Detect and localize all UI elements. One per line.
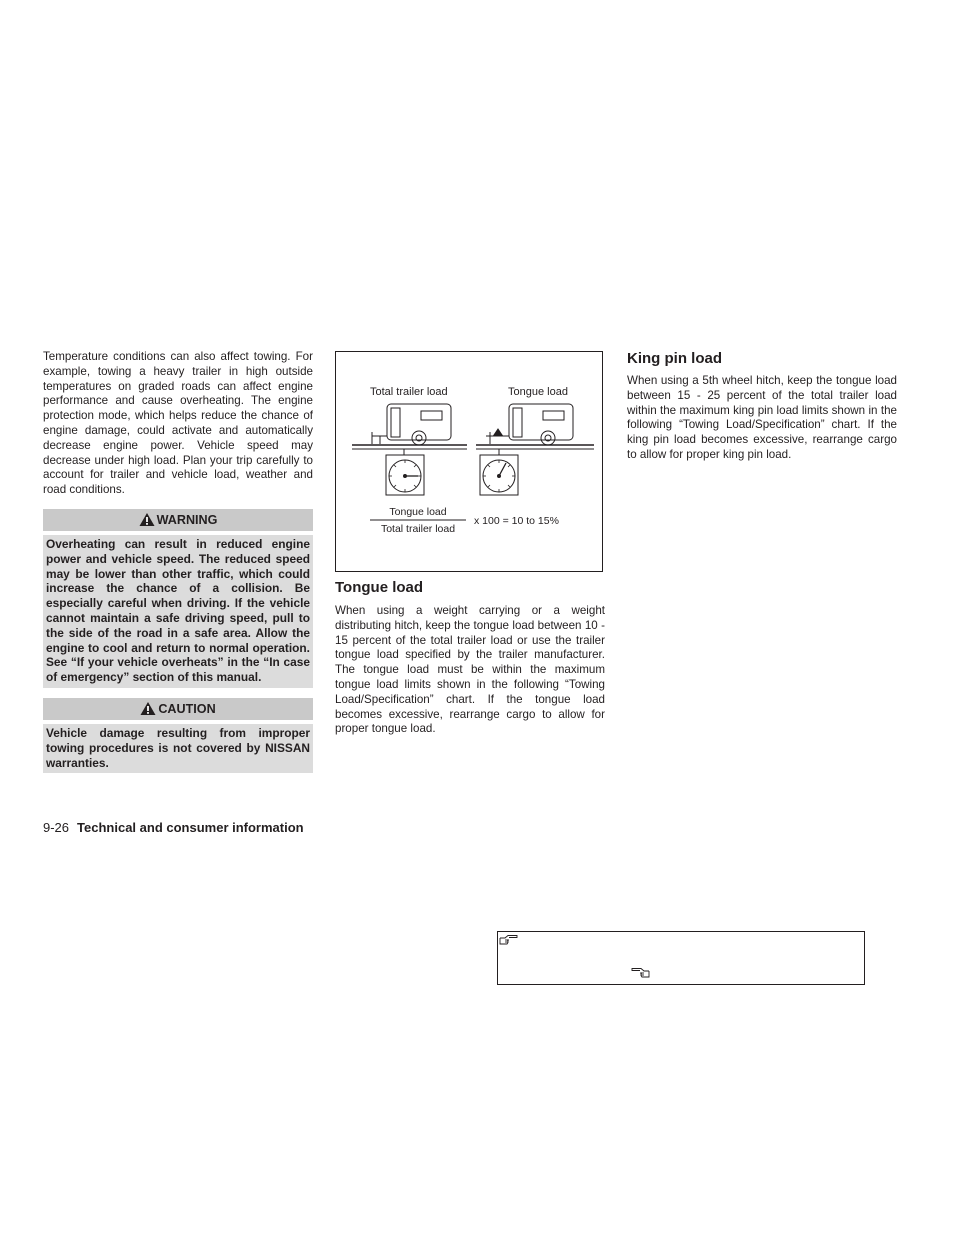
- warning-box: [43, 509, 313, 688]
- right-column: [627, 350, 897, 463]
- caution-header: [43, 698, 313, 720]
- fraction-numerator: Tongue load: [389, 506, 447, 518]
- warning-header: [43, 509, 313, 531]
- middle-column: [335, 579, 605, 737]
- warning-text: Overheating can result in reduced engine power and vehicle speed. The reduced speed may be lower than other traffic, which could increase the chance of a collision. Be especially careful when driving. If the vehicle cannot maintain a safe driving speed, pull to the side of the road in a safe area. Allow the engine to cool and return to normal operation. See “If your vehicle overheats” in the “In case of emergency” section of this manual.: [43, 535, 313, 688]
- pointing-hand-right-icon: [499, 934, 519, 946]
- pointing-hand-left-icon: [630, 967, 650, 979]
- right-trailer-icon: [476, 404, 594, 455]
- intro-paragraph: Temperature conditions can also affect towing. For example, towing a heavy trailer in high outside temperatures on graded roads can affect engine performance and cause overheating. The engine protection mode, which helps reduce the chance of engine damage, could activate and automatically decrease engine power. Vehicle speed may decrease under high load. Plan your trip carefully to account for trailer and vehicle load, weather and road conditions.: [43, 350, 313, 497]
- tongue-load-heading: Tongue load: [335, 579, 424, 596]
- left-column: [43, 350, 313, 773]
- tongue-load-diagram: [336, 352, 602, 571]
- note-box: [497, 931, 865, 985]
- right-scale-icon: [480, 455, 518, 495]
- page-number: 9-26: [43, 820, 70, 835]
- left-scale-icon: [386, 455, 424, 495]
- warning-triangle-icon: [139, 512, 155, 527]
- caution-text: Vehicle damage resulting from improper towing procedures is not covered by NISSAN warranties.: [43, 724, 313, 773]
- label-tongue-load: Tongue load: [508, 386, 568, 398]
- caution-label: CAUTION: [158, 701, 216, 716]
- section-title: Technical and consumer information: [77, 820, 304, 835]
- caution-box: [43, 698, 313, 773]
- label-total-trailer-load: Total trailer load: [370, 386, 448, 398]
- king-pin-load-paragraph: When using a 5th wheel hitch, keep the tongue load between 15 - 25 percent of the total trailer load within the maximum king pin load limits shown in the following “Towing Load/Specification” chart. If the king pin load becomes excessive, rearrange cargo to allow for proper king pin load.: [627, 374, 897, 461]
- warning-label: WARNING: [156, 512, 218, 527]
- tongue-load-figure: [335, 351, 603, 572]
- page-footer: [43, 820, 304, 835]
- king-pin-load-heading: King pin load: [627, 350, 722, 367]
- formula-text: x 100 = 10 to 15%: [474, 515, 559, 527]
- left-trailer-icon: [352, 404, 467, 455]
- fraction-denominator: Total trailer load: [380, 523, 456, 535]
- warning-triangle-icon: [140, 701, 156, 716]
- tongue-load-paragraph: When using a weight carrying or a weight distributing hitch, keep the tongue load between 10 - 15 percent of the total trailer load or use the trailer tongue load specified by the trailer manufacturer. The tongue load must be within the maximum tongue load limits shown in the following “Towing Load/Specification” chart. If the tongue load becomes excessive, rearrange cargo to allow for proper tongue load.: [335, 604, 605, 736]
